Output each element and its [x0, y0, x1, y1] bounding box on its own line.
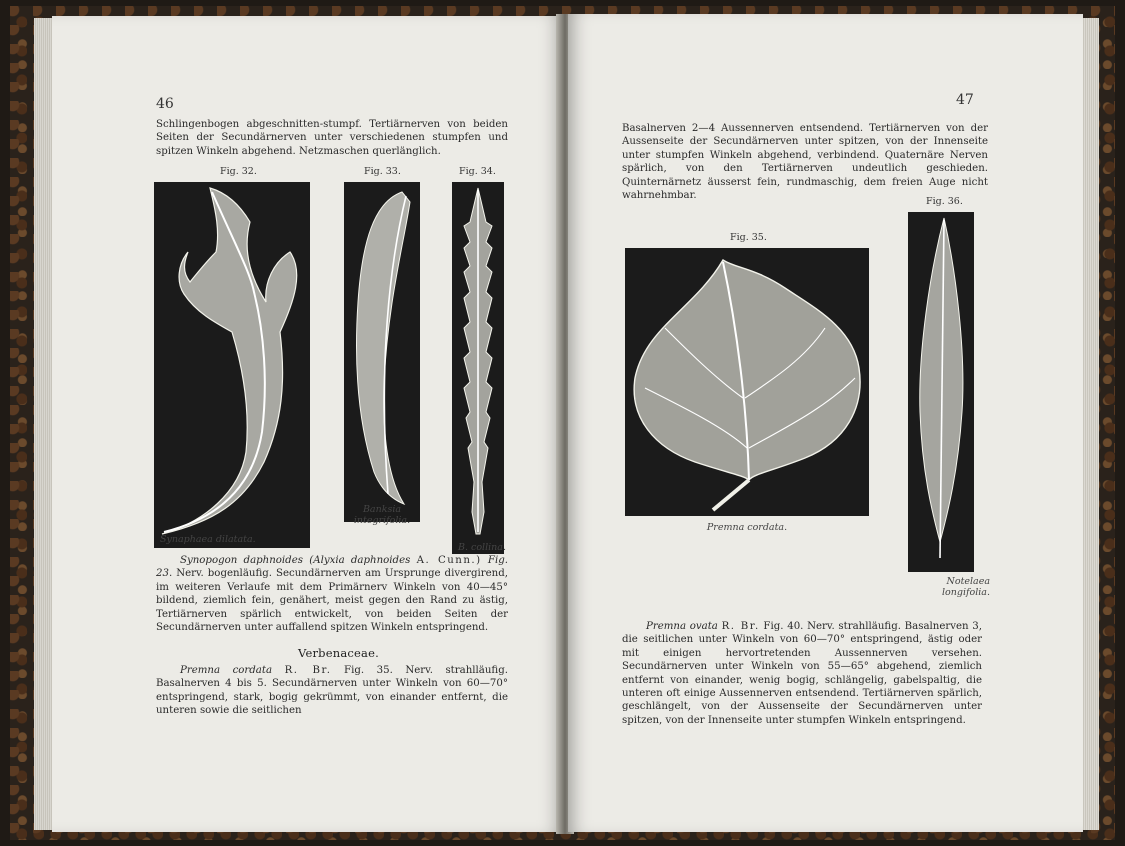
description: Nerv. bogenläufig. Secundärnerven am Ursprunge divergirend, im weiteren Verlaufe mit dem Primärnerv Winkeln von 40—45° bildend, ziemlich fein, genähert, meist gegen den Rand zu ästig, Tertiärnerven spärlich entwickelt, von beiden Seiten der Secundärnerven unter auffallend spitzen Winkeln entspringend.: [156, 568, 508, 634]
author: R. Br.: [721, 621, 760, 632]
figure-label: Fig. 35.: [730, 232, 767, 243]
leaf-skeleton-image: [452, 182, 504, 554]
figure-caption: Premna cordata.: [706, 522, 788, 533]
synonym: (Alyxia daphnoides: [309, 555, 411, 566]
page-number: 47: [956, 92, 974, 108]
page-edges-right: [1083, 18, 1099, 830]
leaf-skeleton-image: [908, 212, 974, 572]
right-page: [568, 14, 1083, 832]
left-page: [52, 16, 562, 832]
species-name: Premna cordata: [180, 665, 273, 676]
intro-paragraph: [622, 122, 988, 202]
description: Fig. 40. Nerv. strahlläufig. Basalnerven 3, die seitlichen unter Winkeln von 60—70° entspringend, ästig oder mit einigen hervortretenden Aussennerven versehen. Secundärnerven unter Winkeln von 55—65° abgehend, ziemlich entfernt von einander, wenig bogig, schlängelig, gabelspaltig, die unteren oft einige Aussennerven entsendend. Tertiärnerven spärlich, geschlängelt, von der Aussenseite der Secundärnerven unter spitzen, von der Innenseite unter stumpfen Winkeln entspringend.: [622, 621, 983, 726]
figure-plate: [625, 248, 869, 516]
premna-ovata-paragraph: [622, 620, 982, 727]
figure-label: Fig. 34.: [459, 166, 496, 177]
figure-caption: B. collina.: [458, 542, 506, 553]
leaf-skeleton-image: [154, 182, 310, 548]
leaf-skeleton-image: [625, 248, 869, 516]
figure-caption: Synaphaea dilatata.: [160, 534, 256, 545]
species-name: Synopogon daphnoides: [180, 555, 303, 566]
figure-caption: Notelaea longifolia.: [942, 576, 990, 598]
figure-label: Fig. 33.: [364, 166, 401, 177]
leaf-skeleton-image: [344, 182, 420, 522]
figure-caption: Banksia integrifolia.: [353, 504, 411, 526]
figure-plate: [344, 182, 420, 522]
author: R. Br.: [284, 665, 332, 676]
intro-text: Schlingenbogen abgeschnitten-stumpf. Tertiärnerven von beiden Seiten der Secundärnerven unter verschiedenen stumpfen und spitzen Winkeln abgehend. Netzmaschen querlänglich.: [156, 119, 508, 157]
figure-plate: [908, 212, 974, 572]
page-edges-left: [34, 18, 52, 830]
intro-text: Basalnerven 2—4 Aussennerven entsendend. Tertiärnerven von der Aussenseite der Secundärnerven unter spitzen, von der Innenseite unter stumpfen Winkeln abgehend, verbindend. Quaternäre Nerven spärlich, von den Tertiärnerven undeutlich geschieden. Quinternärnetz äusserst fein, rundmaschig, dem freien Auge nicht wahrnehmbar.: [622, 123, 988, 202]
figure-plate: [452, 182, 504, 554]
figure-plate: [154, 182, 310, 548]
page-number: 46: [156, 96, 174, 112]
figure-label: Fig. 32.: [220, 166, 257, 177]
section-heading: Verbenaceae.: [298, 646, 379, 660]
synopogon-paragraph: [156, 554, 508, 634]
description: Fig. 35. Nerv. strahlläufig. Basalnerven 4 bis 5. Secundärnerven unter Winkeln von 60—70° entspringend, stark, bogig gekrümmt, von einander entfernt, die unteren sowie die seitlichen: [156, 665, 508, 717]
premna-cordata-paragraph: [156, 664, 508, 718]
author: A. Cunn.): [416, 555, 482, 566]
figure-reference: Fig. 23.: [156, 555, 508, 580]
species-name: Premna ovata: [646, 621, 718, 632]
figure-label: Fig. 36.: [926, 196, 963, 207]
intro-paragraph: [156, 118, 508, 158]
